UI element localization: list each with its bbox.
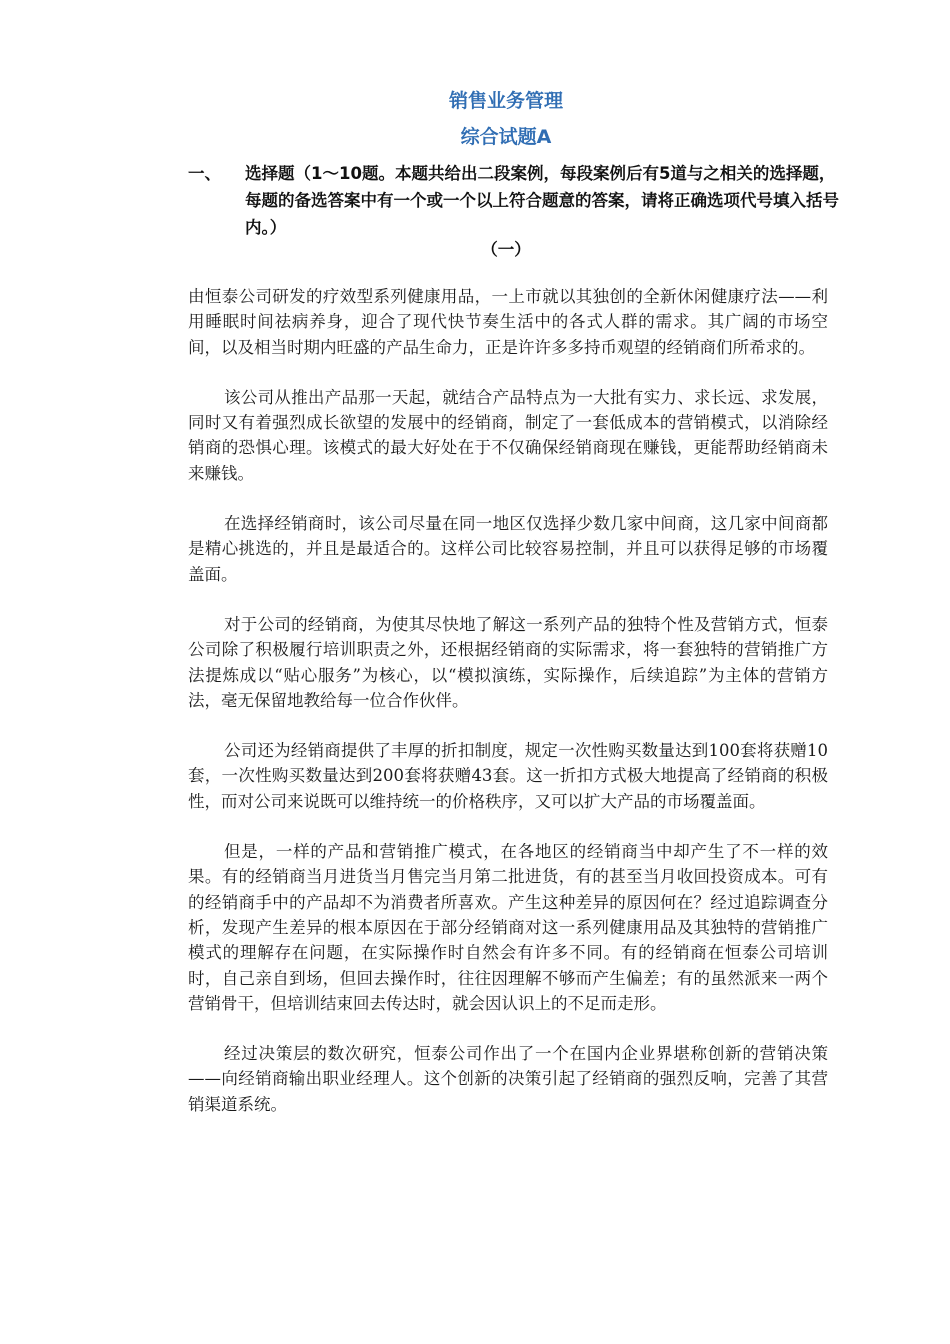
- case-body: [188, 284, 828, 1142]
- question-section-heading: [188, 160, 838, 241]
- document-title: 销售业务管理: [448, 90, 563, 112]
- document-subtitle: 综合试题A: [460, 126, 552, 148]
- case-paragraph: 但是，一样的产品和营销推广模式，在各地区的经销商当中却产生了不一样的效果。有的经销商当月进货当月售完当月第二批进货，有的甚至当月收回投资成本。可有的经销商手中的产品却不为消费者所喜欢。产生这种差异的原因何在？经过追踪调查分析，发现产生差异的根本原因在于部分经销商对这一系列健康用品及其独特的营销推广模式的理解存在问题，在实际操作时自然会有许多不同。有的经销商在恒泰公司培训时，自己亲自到场，但回去操作时，往往因理解不够而产生偏差；有的虽然派来一两个营销骨干，但培训结束回去传达时，就会因认识上的不足而走形。: [188, 842, 828, 1013]
- case-paragraph: 公司还为经销商提供了丰厚的折扣制度，规定一次性购买数量达到100套将获赠10套，一次性购买数量达到200套将获赠43套。这一折扣方式极大地提高了经销商的积极性，而对公司来说既可以维持统一的价格秩序，又可以扩大产品的市场覆盖面。: [188, 741, 828, 811]
- case-paragraph: 由恒泰公司研发的疗效型系列健康用品，一上市就以其独创的全新休闲健康疗法——利用睡眠时间祛病养身，迎合了现代快节奏生活中的各式人群的需求。其广阔的市场空间，以及相当时期内旺盛的产品生命力，正是许许多多持币观望的经销商们所希求的。: [188, 287, 828, 357]
- case-paragraph: 在选择经销商时，该公司尽量在同一地区仅选择少数几家中间商，这几家中间商都是精心挑选的，并且是最适合的。这样公司比较容易控制，并且可以获得足够的市场覆盖面。: [188, 514, 828, 584]
- section-number: 一、: [188, 164, 221, 183]
- case-paragraph: 对于公司的经销商，为使其尽快地了解这一系列产品的独特个性及营销方式，恒泰公司除了积极履行培训职责之外，还根据经销商的实际需求，将一套独特的营销推广方法提炼成以“贴心服务”为核心，以“模拟演练，实际操作，后续追踪”为主体的营销方法，毫无保留地教给每一位合作伙伴。: [188, 614, 828, 710]
- case-paragraph: 该公司从推出产品那一天起，就结合产品特点为一大批有实力、求长远、求发展，同时又有着强烈成长欲望的发展中的经销商，制定了一套低成本的营销模式，以消除经销商的恐惧心理。该模式的最大好处在于不仅确保经销商现在赚钱，更能帮助经销商未来赚钱。: [188, 387, 828, 483]
- section-instruction: 选择题（1～10题。本题共给出二段案例，每段案例后有5道与之相关的选择题，每题的备选答案中有一个或一个以上符合题意的答案，请将正确选项代号填入括号内。）: [245, 164, 839, 237]
- case-paragraph: 经过决策层的数次研究，恒泰公司作出了一个在国内企业界堪称创新的营销决策——向经销商输出职业经理人。这个创新的决策引起了经销商的强烈反响，完善了其营销渠道系统。: [188, 1044, 828, 1114]
- case-label: （一）: [481, 240, 531, 259]
